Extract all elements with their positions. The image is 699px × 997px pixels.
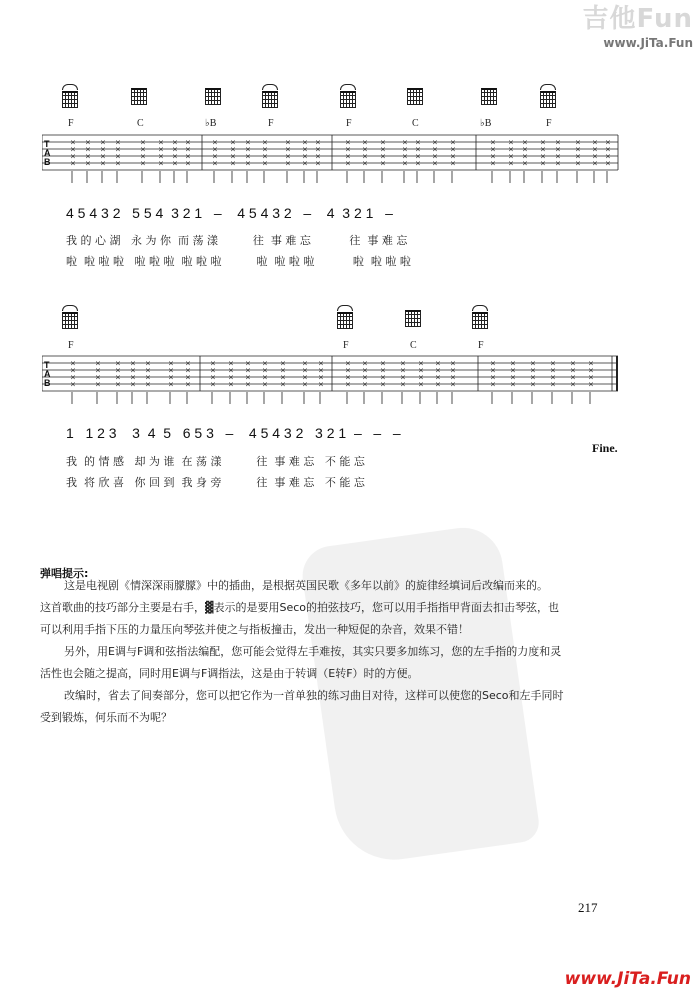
svg-text:×: × [95,359,101,368]
tips-paragraph: 受到锻炼，何乐而不为呢？ [40,711,172,724]
svg-text:×: × [262,359,268,368]
chord-diagram [131,88,147,105]
svg-text:×: × [230,152,236,161]
svg-text:×: × [100,152,106,161]
svg-text:×: × [145,373,151,382]
svg-text:×: × [418,380,424,389]
svg-text:×: × [362,380,368,389]
svg-text:×: × [432,145,438,154]
svg-text:×: × [228,366,234,375]
svg-text:×: × [130,366,136,375]
svg-text:×: × [228,380,234,389]
svg-text:×: × [400,380,406,389]
chord-name: F [346,118,352,129]
svg-text:×: × [185,373,191,382]
svg-text:×: × [245,373,251,382]
svg-text:×: × [362,359,368,368]
svg-text:×: × [490,359,496,368]
svg-text:×: × [592,138,598,147]
svg-text:×: × [510,366,516,375]
svg-text:×: × [145,380,151,389]
svg-text:×: × [85,145,91,154]
svg-text:×: × [212,152,218,161]
svg-text:×: × [508,145,514,154]
svg-text:×: × [185,359,191,368]
svg-text:×: × [380,138,386,147]
svg-text:×: × [140,145,146,154]
svg-text:×: × [70,359,76,368]
svg-text:×: × [185,366,191,375]
svg-text:×: × [450,145,456,154]
svg-text:×: × [490,152,496,161]
svg-text:×: × [172,152,178,161]
svg-text:×: × [550,380,556,389]
svg-text:×: × [145,359,151,368]
svg-text:×: × [70,366,76,375]
page-number: 217 [578,900,598,915]
svg-text:×: × [490,159,496,168]
svg-text:×: × [450,366,456,375]
svg-text:×: × [415,159,421,168]
svg-text:×: × [490,138,496,147]
svg-text:×: × [115,159,121,168]
system2-melody-numbers: 1 1 2 3 3 4 5 6 5 3 – 4 5 4 3 2 3 2 1 – – – [66,425,401,441]
svg-text:×: × [540,159,546,168]
svg-text:×: × [262,145,268,154]
svg-text:×: × [555,152,561,161]
chord-diagram [481,88,497,105]
svg-text:×: × [70,159,76,168]
chord-diagram [540,84,556,108]
svg-text:×: × [70,152,76,161]
svg-text:×: × [95,366,101,375]
chord-name: C [137,118,144,129]
system2-lyrics-verse1: 我 的 情 感 却 为 谁 在 荡 漾 往 事 难 忘 不 能 忘 [66,455,365,468]
chord-diagram [62,84,78,108]
svg-text:×: × [168,366,174,375]
svg-text:×: × [605,159,611,168]
svg-text:×: × [415,138,421,147]
svg-text:×: × [362,159,368,168]
svg-text:×: × [450,380,456,389]
svg-text:×: × [230,159,236,168]
watermark-logo [583,4,694,50]
svg-text:×: × [95,380,101,389]
svg-text:×: × [435,366,441,375]
svg-text:×: × [345,380,351,389]
svg-text:×: × [158,138,164,147]
svg-text:×: × [302,152,308,161]
watermark-logo-text: 吉他Fun [582,4,693,34]
svg-text:×: × [168,373,174,382]
svg-text:×: × [302,380,308,389]
svg-text:×: × [228,373,234,382]
svg-text:×: × [345,366,351,375]
svg-text:×: × [140,152,146,161]
svg-text:×: × [402,159,408,168]
svg-text:×: × [228,359,234,368]
svg-text:×: × [230,145,236,154]
svg-text:×: × [380,359,386,368]
svg-text:×: × [540,152,546,161]
svg-text:×: × [530,366,536,375]
watermark-bottom-url: www.JiTa.Fun [564,969,691,989]
svg-text:×: × [400,373,406,382]
chord-diagram [337,305,353,329]
svg-text:×: × [168,359,174,368]
system1-tab-staff [42,131,620,187]
svg-text:×: × [172,159,178,168]
svg-text:×: × [158,152,164,161]
system2-tab-staff [42,352,620,408]
svg-text:×: × [550,359,556,368]
svg-text:×: × [550,373,556,382]
svg-text:×: × [592,159,598,168]
svg-text:×: × [212,145,218,154]
svg-text:×: × [185,138,191,147]
svg-text:×: × [85,159,91,168]
svg-text:×: × [435,380,441,389]
svg-text:×: × [450,159,456,168]
svg-text:×: × [115,380,121,389]
svg-text:×: × [262,152,268,161]
svg-text:×: × [605,152,611,161]
svg-text:×: × [490,145,496,154]
chord-name: C [412,118,419,129]
svg-text:×: × [285,145,291,154]
chord-name: ♭B [205,118,217,129]
svg-text:×: × [575,152,581,161]
tips-body [40,575,670,729]
svg-text:×: × [230,138,236,147]
svg-text:×: × [522,138,528,147]
svg-text:×: × [315,145,321,154]
svg-text:×: × [95,373,101,382]
svg-text:×: × [510,380,516,389]
svg-text:×: × [605,138,611,147]
tips-title: 弹唱提示: [40,567,89,580]
svg-text:×: × [432,138,438,147]
svg-text:×: × [185,152,191,161]
svg-text:×: × [172,145,178,154]
svg-text:×: × [115,138,121,147]
svg-text:×: × [70,373,76,382]
chord-diagram [262,84,278,108]
svg-text:×: × [555,138,561,147]
chord-name: F [68,118,74,129]
svg-text:×: × [245,152,251,161]
svg-text:×: × [522,145,528,154]
svg-text:×: × [262,366,268,375]
svg-text:×: × [115,359,121,368]
svg-text:×: × [245,145,251,154]
svg-text:×: × [362,366,368,375]
svg-text:×: × [212,159,218,168]
svg-text:×: × [540,145,546,154]
tab-letter: A [44,369,51,379]
svg-text:×: × [490,373,496,382]
svg-text:×: × [318,380,324,389]
svg-text:×: × [508,152,514,161]
svg-text:×: × [575,159,581,168]
svg-text:×: × [588,366,594,375]
svg-text:×: × [302,138,308,147]
svg-text:×: × [592,145,598,154]
svg-text:×: × [70,138,76,147]
chord-name: C [410,340,417,351]
chord-name: F [343,340,349,351]
svg-text:×: × [115,373,121,382]
svg-text:×: × [245,380,251,389]
svg-text:×: × [450,152,456,161]
svg-text:×: × [418,373,424,382]
svg-text:×: × [432,152,438,161]
svg-text:×: × [362,152,368,161]
svg-text:×: × [262,159,268,168]
svg-text:×: × [362,145,368,154]
chord-diagram [62,305,78,329]
svg-text:×: × [432,159,438,168]
svg-text:×: × [212,138,218,147]
svg-text:×: × [262,380,268,389]
system1-lyrics-verse1: 我 的 心 湖 永 为 你 而 荡 漾 往 事 难 忘 往 事 难 忘 [66,234,408,247]
svg-text:×: × [315,138,321,147]
svg-text:×: × [210,359,216,368]
svg-text:×: × [210,380,216,389]
svg-text:×: × [415,145,421,154]
chord-diagram [340,84,356,108]
svg-text:×: × [318,373,324,382]
svg-text:×: × [185,159,191,168]
svg-text:×: × [380,380,386,389]
svg-text:×: × [285,159,291,168]
svg-text:×: × [210,366,216,375]
svg-text:×: × [570,373,576,382]
svg-text:×: × [400,359,406,368]
svg-text:×: × [402,145,408,154]
svg-text:×: × [302,373,308,382]
svg-text:×: × [70,145,76,154]
svg-text:×: × [302,359,308,368]
svg-text:×: × [345,159,351,168]
svg-text:×: × [530,359,536,368]
svg-text:×: × [522,159,528,168]
svg-text:×: × [245,366,251,375]
svg-text:×: × [592,152,598,161]
svg-text:×: × [508,159,514,168]
svg-text:×: × [85,138,91,147]
svg-text:×: × [115,145,121,154]
svg-text:×: × [168,380,174,389]
svg-text:×: × [285,138,291,147]
system1-lyrics-verse2: 啦 啦 啦 啦 啦 啦 啦 啦 啦 啦 啦 啦 啦 啦 啦 啦 啦 啦 [66,255,411,268]
svg-text:×: × [380,373,386,382]
svg-text:×: × [540,138,546,147]
svg-text:×: × [450,373,456,382]
svg-text:×: × [570,366,576,375]
system1-tab-label [44,140,51,167]
chord-name: ♭B [480,118,492,129]
svg-text:×: × [315,159,321,168]
svg-text:×: × [450,138,456,147]
svg-text:×: × [70,380,76,389]
svg-text:×: × [490,366,496,375]
svg-text:×: × [415,152,421,161]
svg-text:×: × [380,145,386,154]
chord-diagram [407,88,423,105]
tips-paragraph: 活性也会随之提高，同时用E调与F调指法，这是由于转调（E转F）时的方便。 [40,667,419,680]
svg-text:×: × [380,159,386,168]
svg-text:×: × [115,366,121,375]
svg-text:×: × [362,138,368,147]
tab-letter: T [44,360,50,370]
svg-text:×: × [130,373,136,382]
svg-text:×: × [318,366,324,375]
svg-text:×: × [550,366,556,375]
svg-text:×: × [510,373,516,382]
chord-name: F [546,118,552,129]
svg-text:×: × [575,138,581,147]
tips-paragraph: 这是电视剧《情深深雨朦朦》中的插曲，是根据英国民歌《多年以前》的旋律经填词后改编而来的。 [64,579,548,592]
chord-name: F [478,340,484,351]
svg-text:×: × [245,159,251,168]
chord-diagram [472,305,488,329]
chord-name: F [268,118,274,129]
svg-text:×: × [508,138,514,147]
svg-text:×: × [262,138,268,147]
svg-text:×: × [450,359,456,368]
svg-text:×: × [380,366,386,375]
system2-lyrics-verse2: 我 将 欣 喜 你 回 到 我 身 旁 往 事 难 忘 不 能 忘 [66,476,365,489]
tab-letter: B [44,378,51,388]
svg-text:×: × [185,380,191,389]
svg-text:×: × [100,159,106,168]
svg-text:×: × [605,145,611,154]
svg-text:×: × [280,380,286,389]
svg-text:×: × [100,138,106,147]
svg-text:×: × [400,366,406,375]
watermark-url: www.JiTa.Fun [603,36,693,50]
tips-paragraph: 可以利用手指下压的力量压向琴弦并使之与指板撞击，发出一种短促的杂音，效果不错！ [40,623,469,636]
svg-text:×: × [130,380,136,389]
svg-text:×: × [85,152,91,161]
svg-text:×: × [315,152,321,161]
svg-text:×: × [302,159,308,168]
svg-text:×: × [418,366,424,375]
svg-text:×: × [418,359,424,368]
svg-text:×: × [280,359,286,368]
svg-text:×: × [245,138,251,147]
svg-text:×: × [172,138,178,147]
svg-text:×: × [402,152,408,161]
svg-text:×: × [345,152,351,161]
svg-text:×: × [140,159,146,168]
chord-diagram [405,310,421,327]
svg-text:×: × [435,373,441,382]
svg-text:×: × [345,145,351,154]
svg-text:×: × [402,138,408,147]
tips-paragraph: 改编时，省去了间奏部分，您可以把它作为一首单独的练习曲目对待，这样可以使您的Seco和左手同时 [64,689,564,702]
chord-name: F [68,340,74,351]
svg-text:×: × [302,366,308,375]
svg-text:×: × [570,380,576,389]
svg-text:×: × [530,373,536,382]
svg-text:×: × [262,373,268,382]
svg-text:×: × [345,373,351,382]
svg-text:×: × [185,145,191,154]
svg-text:×: × [362,373,368,382]
svg-text:×: × [245,359,251,368]
svg-text:×: × [345,138,351,147]
svg-text:×: × [575,145,581,154]
system1-melody-numbers: 4 5 4 3 2 5 5 4 3 2 1 – 4 5 4 3 2 – 4 3 2 1 – [66,205,393,221]
svg-text:×: × [302,145,308,154]
svg-text:×: × [158,145,164,154]
svg-text:×: × [145,366,151,375]
svg-text:×: × [115,152,121,161]
svg-text:×: × [555,145,561,154]
svg-text:×: × [588,359,594,368]
svg-text:×: × [210,373,216,382]
svg-text:×: × [280,373,286,382]
tab-letter: T [44,139,50,149]
svg-text:×: × [158,159,164,168]
tips-paragraph: 这首歌曲的技巧部分主要是右手，▓表示的是要用Seco的拍弦技巧，您可以用手指指甲背面去扣击琴弦，也 [40,601,559,614]
svg-text:×: × [555,159,561,168]
svg-text:×: × [490,380,496,389]
svg-text:×: × [130,359,136,368]
svg-text:×: × [570,359,576,368]
svg-text:×: × [285,152,291,161]
system2-tab-label [44,361,51,388]
svg-text:×: × [318,359,324,368]
svg-text:×: × [530,380,536,389]
svg-text:×: × [380,152,386,161]
svg-text:×: × [510,359,516,368]
svg-text:×: × [140,138,146,147]
svg-text:×: × [345,359,351,368]
tips-paragraph: 另外，用E调与F调和弦指法编配，您可能会觉得左手难按，其实只要多加练习，您的左手指的力度和灵 [64,645,562,658]
svg-text:×: × [588,373,594,382]
svg-text:×: × [522,152,528,161]
svg-text:×: × [280,366,286,375]
svg-text:×: × [435,359,441,368]
chord-diagram [205,88,221,105]
tab-letter: B [44,157,51,167]
fine-marking: Fine. [592,441,618,455]
tab-letter: A [44,148,51,158]
svg-text:×: × [100,145,106,154]
svg-text:×: × [588,380,594,389]
